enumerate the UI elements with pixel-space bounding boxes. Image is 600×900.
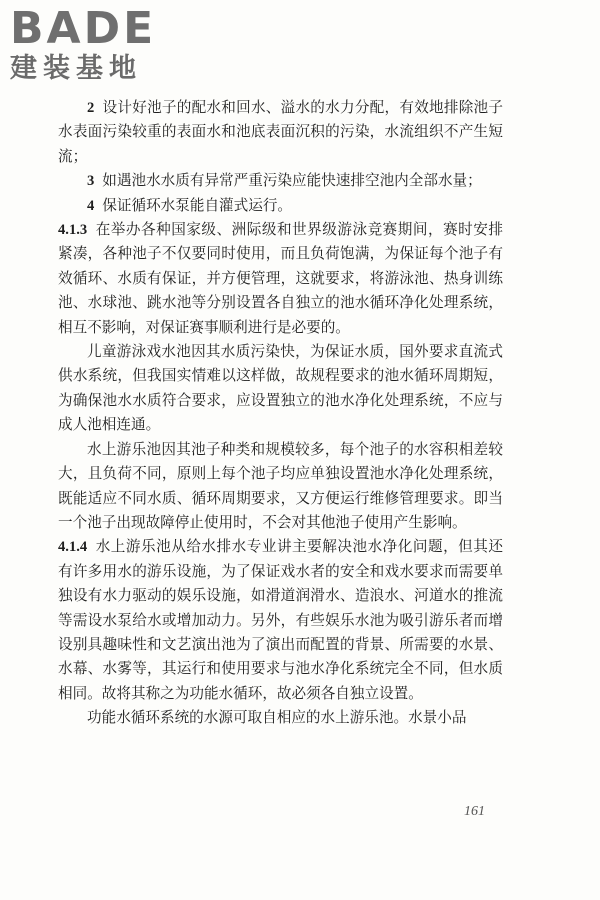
clause-number: 4.1.4 <box>58 539 88 556</box>
clause-number: 3 <box>87 173 95 190</box>
clause-number: 4 <box>87 197 95 214</box>
paragraph-text: 如遇池水水质有异常严重污染应能快速排空池内全部水量； <box>102 172 482 190</box>
paragraph <box>58 169 503 193</box>
paragraph-text: 水上游乐池从给水排水专业讲主要解决池水净化问题，但其还有许多用水的游乐设施，为了保证戏水者的安全和戏水要求而需要单独设有水力驱动的娱乐设施，如滑道润滑水、造浪水、河道水的推流等需设水泵给水或增加动力。另外，有些娱乐水池为吸引游乐者而增设别具趣味性和文艺演出池为了演出而配置的背景、所需要的水景、水幕、水雾等，其运行和使用要求与池水净化系统完全不同，但水质相同。故将其称之为功能水循环，故必须各自独立设置。 <box>58 538 503 702</box>
paragraph-text: 设计好池子的配水和回水、溢水的水力分配，有效地排除池子水表面污染较重的表面水和池底表面沉积的污染，水流组织不产生短流； <box>58 99 503 165</box>
clause-number: 4.1.3 <box>58 222 88 239</box>
paragraph <box>58 96 503 169</box>
paragraph <box>58 438 503 536</box>
paragraph-text: 在举办各种国家级、洲际级和世界级游泳竞赛期间，赛时安排紧凑，各种池子不仅要同时使用，而且负荷饱满，为保证每个池子有效循环、水质有保证，并方便管理，这就要求，将游泳池、热身训练池、水球池、跳水池等分别设置各自独立的池水循环净化处理系统，相互不影响，对保证赛事顺利进行是必要的。 <box>58 221 503 336</box>
paragraph <box>58 194 503 218</box>
page-number: 161 <box>464 804 485 819</box>
paragraph <box>58 535 503 706</box>
logo-text-cn: 建装基地 <box>10 53 142 84</box>
clause-number: 2 <box>87 100 95 116</box>
paragraph-text: 水上游乐池因其池子种类和规模较多，每个池子的水容积相差较大，且负荷不同，原则上每个池子均应单独设置池水净化处理系统，既能适应不同水质、循环周期要求，又方便运行维修管理要求。即当一个池子出现故障停止使用时，不会对其他池子使用产生影响。 <box>58 440 503 531</box>
paragraph-text: 功能水循环系统的水源可取自相应的水上游乐池。水景小品 <box>87 709 467 727</box>
logo-text-en: BADE <box>10 3 157 54</box>
paragraph <box>58 706 503 730</box>
paragraph-text: 保证循环水泵能自灌式运行。 <box>102 196 293 214</box>
paragraph <box>58 218 503 340</box>
paragraph <box>58 340 503 438</box>
paragraph-text: 儿童游泳戏水池因其水质污染快，为保证水质，国外要求直流式供水系统，但我国实情难以这样做，故规程要求的池水循环周期短，为确保池水水质符合要求，应设置独立的池水净化处理系统，不应与成人池相连通。 <box>58 343 503 434</box>
page-content <box>58 96 503 731</box>
logo <box>10 3 180 86</box>
